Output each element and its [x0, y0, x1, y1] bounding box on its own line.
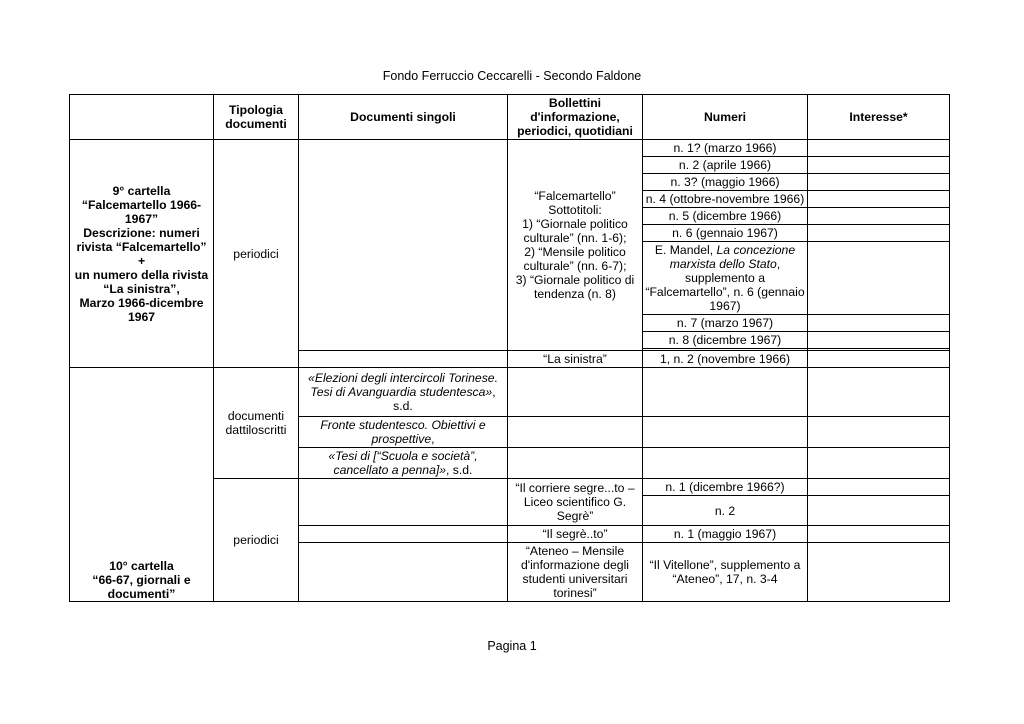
numero-cell: n. 2 (aprile 1966): [643, 157, 808, 174]
interesse-cell: [808, 368, 950, 417]
documento-note: , s.d.: [446, 463, 473, 477]
interesse-cell: [808, 543, 950, 602]
documento-cell: [299, 368, 508, 417]
interesse-cell: [808, 225, 950, 242]
documento-cell: [299, 479, 508, 526]
numero-cell: n. 2: [643, 496, 808, 526]
table-row: [70, 368, 950, 417]
interesse-cell: [808, 191, 950, 208]
numero-cell: n. 7 (marzo 1967): [643, 315, 808, 332]
mandel-details: , supplemento a “Falcemartello”, n. 6 (gennaio 1967): [645, 257, 805, 313]
numero-cell: n. 1 (maggio 1967): [643, 526, 808, 543]
header-empty: [70, 95, 214, 140]
interesse-cell: [808, 417, 950, 448]
bollettino-cell: [508, 368, 643, 417]
cartella-9-cell: 9° cartella “Falcemartello 1966-1967” Descrizione: numeri rivista “Falcemartello” + un numero della rivista “La sinistra”, Marzo 1966-dicembre 1967: [70, 140, 214, 368]
bollettino-cell: [508, 448, 643, 479]
interesse-cell: [808, 242, 950, 315]
numero-cell: [643, 368, 808, 417]
numero-cell: n. 3? (maggio 1966): [643, 174, 808, 191]
interesse-cell: [808, 315, 950, 332]
table-row: [70, 140, 950, 157]
interesse-cell: [808, 157, 950, 174]
documento-title: «Tesi di [“Scuola e società”, cancellato a penna]»: [328, 449, 478, 477]
interesse-cell: [808, 208, 950, 225]
numero-cell: n. 6 (gennaio 1967): [643, 225, 808, 242]
header-numeri: Numeri: [643, 95, 808, 140]
numero-cell: n. 8 (dicembre 1967): [643, 332, 808, 349]
numero-mandel-cell: [643, 242, 808, 315]
header-interesse: Interesse*: [808, 95, 950, 140]
tipologia-cell: periodici: [214, 140, 299, 368]
bollettino-cell: “Il corriere segre...to – Liceo scientifico G. Segrè”: [508, 479, 643, 526]
header-bollettini: Bollettini d'informazione, periodici, quotidiani: [508, 95, 643, 140]
mandel-title: La concezione marxista dello Stato: [669, 243, 796, 271]
interesse-cell: [808, 479, 950, 496]
documento-cell: [299, 526, 508, 543]
documento-cell: [299, 543, 508, 602]
header-tipologia: Tipologia documenti: [214, 95, 299, 140]
numero-cell: n. 4 (ottobre-novembre 1966): [643, 191, 808, 208]
documenti-singoli-cell: [299, 351, 508, 368]
interesse-cell: [808, 332, 950, 349]
bollettino-cell: “Il segrè..to”: [508, 526, 643, 543]
interesse-cell: [808, 526, 950, 543]
bollettino-cell: “Ateneo – Mensile d'informazione degli studenti universitari torinesi”: [508, 543, 643, 602]
interesse-cell: [808, 140, 950, 157]
interesse-cell: [808, 174, 950, 191]
bollettino-cell: “Falcemartello” Sottotitoli: 1) “Giornale politico culturale” (nn. 1-6); 2) “Mensile politico culturale” (nn. 6-7); 3) “Giornale politico di tendenza (n. 8): [508, 140, 643, 351]
numero-cell: n. 1? (marzo 1966): [643, 140, 808, 157]
numero-cell: “Il Vitellone”, supplemento a “Ateneo”, 17, n. 3-4: [643, 543, 808, 602]
inventory-table-wrapper: [69, 94, 950, 601]
numero-cell: n. 5 (dicembre 1966): [643, 208, 808, 225]
tipologia-cell: periodici: [214, 479, 299, 602]
numero-cell: [643, 417, 808, 448]
numero-cell: n. 1 (dicembre 1966?): [643, 479, 808, 496]
documento-cell: [299, 417, 508, 448]
documento-note: ,: [431, 432, 435, 446]
documento-title: «Elezioni degli intercircoli Torinese. Tesi di Avanguardia studentesca»: [308, 371, 498, 399]
page-title: Fondo Ferruccio Ceccarelli - Secondo Faldone: [382, 69, 642, 83]
header-documenti-singoli: Documenti singoli: [299, 95, 508, 140]
documento-note: , s.d.: [393, 385, 496, 413]
cartella-10-cell: 10° cartella “66-67, giornali e documenti”: [70, 368, 214, 602]
bollettino-cell: [508, 417, 643, 448]
inventory-table: [69, 94, 950, 602]
mandel-author: E. Mandel,: [654, 243, 717, 257]
interesse-cell: [808, 351, 950, 368]
documento-cell: [299, 448, 508, 479]
documento-title: Fronte studentesco. Obiettivi e prospettive: [320, 418, 486, 446]
numero-cell: 1, n. 2 (novembre 1966): [643, 351, 808, 368]
documenti-singoli-cell: [299, 140, 508, 351]
page-footer: Pagina 1: [487, 639, 537, 653]
numero-cell: [643, 448, 808, 479]
interesse-cell: [808, 448, 950, 479]
bollettino-cell: “La sinistra”: [508, 351, 643, 368]
interesse-cell: [808, 496, 950, 526]
header-row: [70, 95, 950, 140]
tipologia-cell: documenti dattiloscritti: [214, 368, 299, 479]
